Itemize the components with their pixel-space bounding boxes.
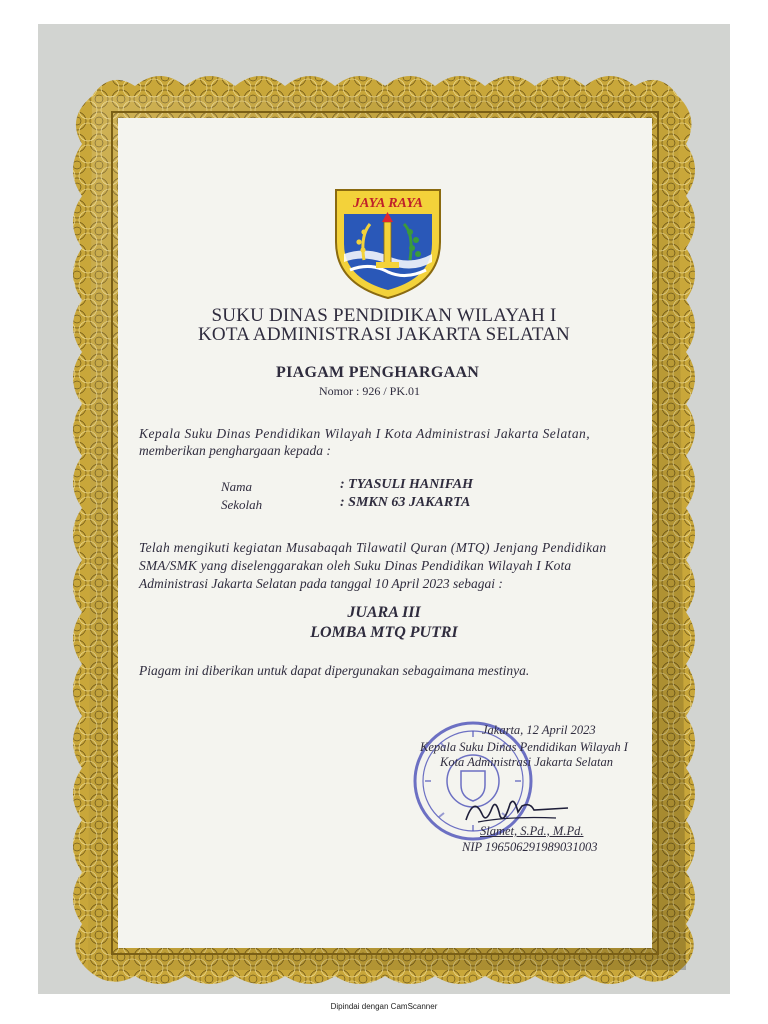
body-line-1: Telah mengikuti kegiatan Musabaqah Tilawatil Quran (MTQ) Jenjang Pendidikan [139,540,607,555]
award-rank: JUARA III [347,604,421,621]
recipient-name: : TYASULI HANIFAH [340,477,474,492]
body-line-3: Administrasi Jakarta Selatan pada tanggal 10 April 2023 sebagai : [139,576,503,591]
jakarta-emblem-icon [332,184,444,300]
scanner-watermark: Dipindai dengan CamScanner [330,1002,438,1011]
closing-statement: Piagam ini diberikan untuk dapat dipergunakan sebagaimana mestinya. [139,663,530,678]
award-event: LOMBA MTQ PUTRI [310,624,458,641]
name-label: Nama [221,479,253,494]
certificate-number: Nomor : 926 / PK.01 [319,384,421,398]
signature-place-date: Jakarta, 12 April 2023 [482,723,596,737]
signer-nip: NIP 196506291989031003 [462,840,598,854]
signature-position-line-2: Kota Administrasi Jakarta Selatan [440,755,614,769]
emblem-text: JAYA RAYA [353,196,423,211]
signer-name: Slamet, S.Pd., M.Pd. [480,824,584,838]
recipient-school: : SMKN 63 JAKARTA [340,495,471,510]
signature-position-line-1: Kepala Suku Dinas Pendidikan Wilayah I [420,740,628,754]
certificate-title: PIAGAM PENGHARGAAN [276,364,480,381]
agency-line-2: KOTA ADMINISTRASI JAKARTA SELATAN [198,324,570,345]
agency-line-1: SUKU DINAS PENDIDIKAN WILAYAH I [211,305,557,326]
body-line-2: SMA/SMK yang diselenggarakan oleh Suku Dinas Pendidikan Wilayah I Kota [139,558,572,573]
intro-line-1: Kepala Suku Dinas Pendidikan Wilayah I Kota Administrasi Jakarta Selatan, [139,426,591,441]
intro-line-2: memberikan penghargaan kepada : [139,443,331,458]
school-label: Sekolah [221,497,263,512]
